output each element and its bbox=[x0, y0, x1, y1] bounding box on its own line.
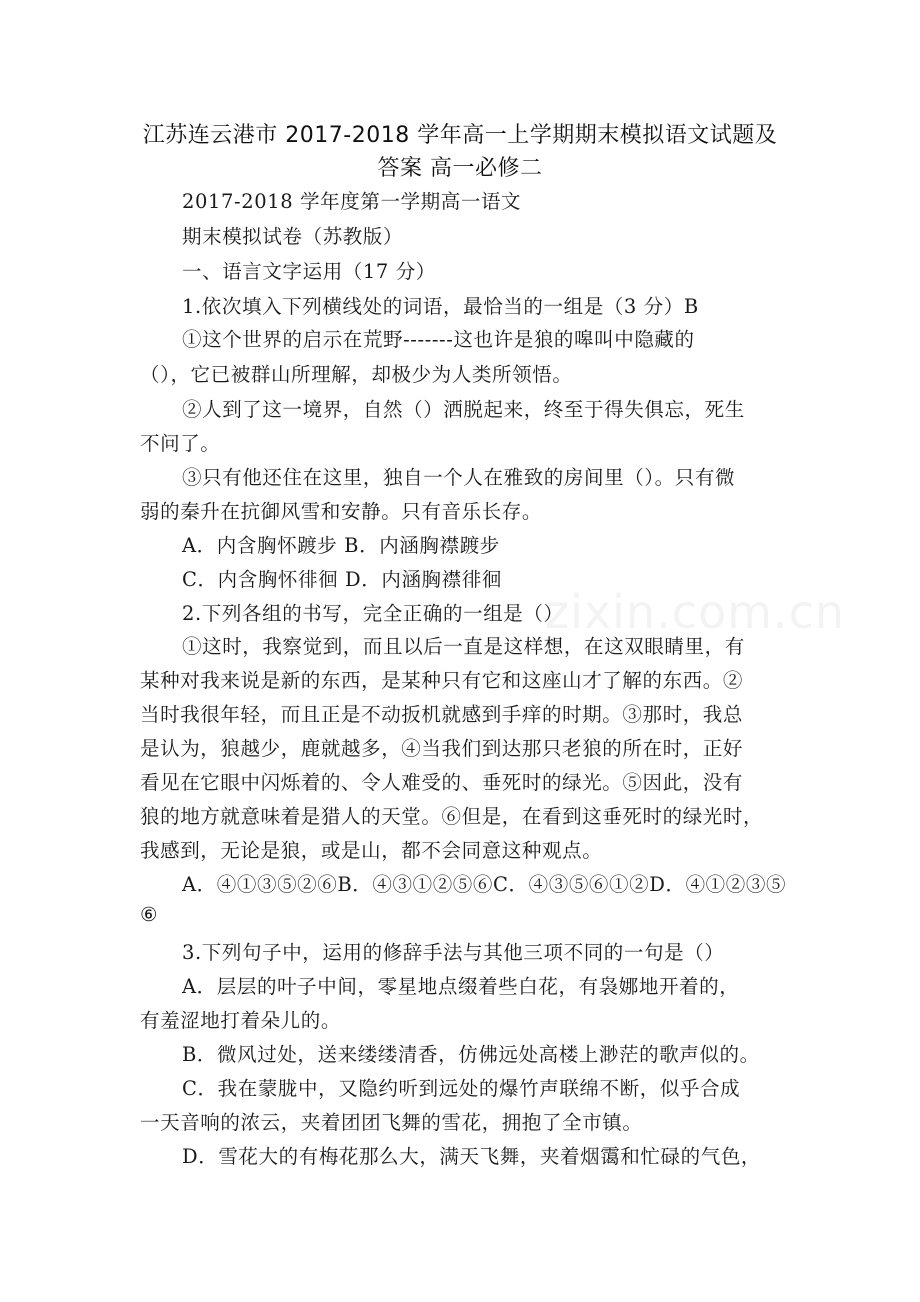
q3-option-d: D．雪花大的有梅花那么大，满天飞舞，夹着烟霭和忙碌的气色， bbox=[182, 1145, 762, 1168]
q1-sentence-1-cont: （），它已被群山所理解，却极少为人类所领悟。 bbox=[140, 363, 573, 386]
q1-sentence-3: ③只有他还住在这里，独自一个人在雅致的房间里（）。只有微 bbox=[182, 466, 736, 489]
section-heading: 一、语言文字运用（17 分） bbox=[182, 260, 436, 283]
q3-option-a: A．层层的叶子中间，零星地点缀着些白花，有袅娜地开着的， bbox=[182, 975, 740, 998]
q3-option-a-cont: 有羞涩地打着朵儿的。 bbox=[140, 1009, 342, 1032]
subtitle-year: 2017-2018 学年度第一学期高一语文 bbox=[182, 190, 522, 213]
subtitle-exam: 期末模拟试卷（苏教版） bbox=[182, 225, 404, 248]
q2-passage-line-5: 看见在它眼中闪烁着的、令人难受的、垂死时的绿光。⑤因此，没有 bbox=[140, 771, 744, 794]
q3-option-c-cont: 一天音响的浓云，夹着团团飞舞的雪花，拥抱了全市镇。 bbox=[140, 1111, 643, 1134]
q2-passage-line-2: 某种对我来说是新的东西，是某种只有它和这座山才了解的东西。② bbox=[140, 669, 744, 692]
q1-sentence-3-cont: 弱的秦升在抗御风雪和安静。只有音乐长存。 bbox=[140, 500, 543, 523]
q3-option-c: C．我在蒙胧中，又隐约听到远处的爆竹声联绵不断，似乎合成 bbox=[182, 1077, 741, 1100]
question-2: 2.下列各组的书写，完全正确的一组是（） bbox=[182, 602, 564, 625]
q2-passage-line-6: 狼的地方就意味着是猎人的天堂。⑥但是，在看到这垂死时的绿光时， bbox=[140, 805, 764, 828]
document-title-line-2: 答案 高一必修二 bbox=[377, 156, 543, 181]
q1-sentence-2-cont: 不问了。 bbox=[140, 432, 221, 455]
q2-passage-line-4: 是认为，狼越少，鹿就越多，④当我们到达那只老狼的所在时，正好 bbox=[140, 737, 744, 760]
q2-options-cont: ⑥ bbox=[140, 903, 159, 926]
q1-options-cd: C．内含胸怀徘徊 D．内涵胸襟徘徊 bbox=[182, 568, 502, 591]
q3-option-b: B．微风过处，送来缕缕清香，仿佛远处高楼上渺茫的歌声似的。 bbox=[182, 1043, 760, 1066]
q2-passage-line-3: 当时我很年轻，而且正是不动扳机就感到手痒的时期。③那时，我总 bbox=[140, 703, 744, 726]
q1-sentence-1: ①这个世界的启示在荒野-------这也许是狼的嗥叫中隐藏的 bbox=[182, 328, 695, 351]
watermark: zixin.com.cn bbox=[545, 585, 846, 639]
question-3: 3.下列句子中，运用的修辞手法与其他三项不同的一句是（） bbox=[182, 941, 725, 964]
q1-options-ab: A．内含胸怀踱步 B．内涵胸襟踱步 bbox=[182, 534, 500, 557]
q2-options: A．④①③⑤②⑥B．④③①②⑤⑥C．④③⑤⑥①②D．④①②③⑤ bbox=[182, 873, 787, 896]
q2-passage-line-1: ①这时，我察觉到，而且以后一直是这样想，在这双眼睛里，有 bbox=[182, 635, 745, 658]
document-title-line-1: 江苏连云港市 2017-2018 学年高一上学期期末模拟语文试题及 bbox=[142, 123, 778, 148]
q2-passage-line-7: 我感到，无论是狼，或是山，都不会同意这种观点。 bbox=[140, 839, 603, 862]
q1-sentence-2: ②人到了这一境界，自然（）洒脱起来，终至于得失俱忘，死生 bbox=[182, 398, 745, 421]
question-1: 1.依次填入下列横线处的词语，最恰当的一组是（3 分）B bbox=[182, 295, 699, 318]
